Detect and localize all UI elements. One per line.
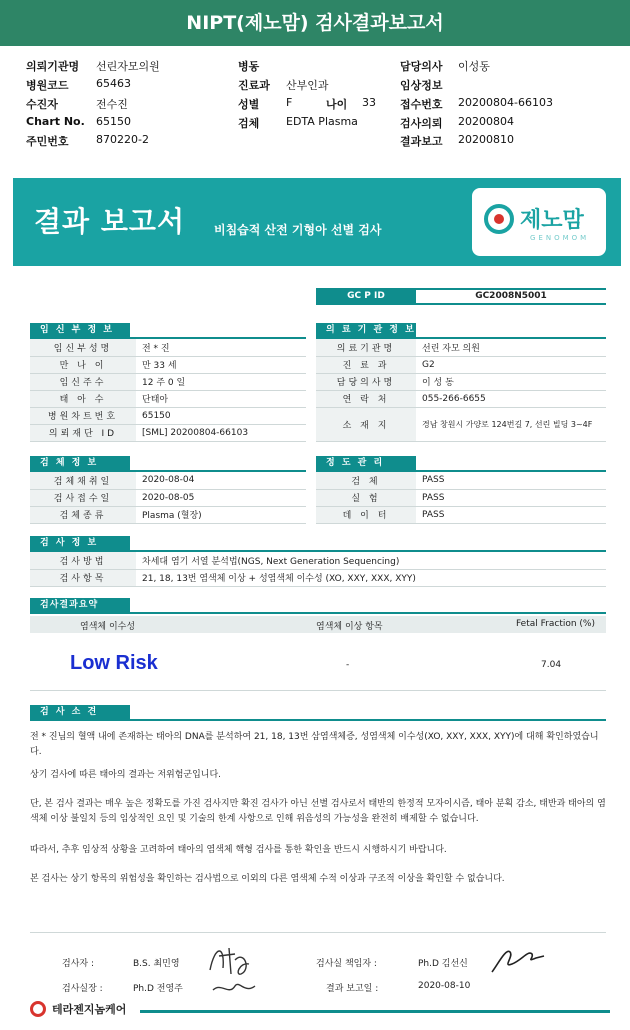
table-row — [30, 356, 306, 373]
table-row — [30, 390, 306, 407]
meta-value: F — [286, 96, 293, 109]
field-value: G2 — [416, 356, 606, 373]
meta-value: 870220-2 — [96, 133, 149, 146]
field-value: PASS — [416, 506, 606, 523]
field-value: 만 33 세 — [136, 356, 306, 373]
table-row — [316, 472, 606, 489]
meta-label: 결과보고 — [400, 135, 443, 148]
lab-head-name: Ph.D 김선신 — [418, 959, 468, 969]
table-row — [316, 407, 606, 441]
company-name: 테라젠지놈케어 — [52, 1003, 127, 1016]
logo-text: 제노맘 — [520, 208, 584, 233]
meta-label: 주민번호 — [26, 135, 69, 148]
field-label: 임신주수 — [30, 373, 136, 390]
report-date-value: 2020-08-10 — [418, 981, 471, 991]
field-value: 이 성 동 — [416, 373, 606, 390]
meta-label: 검사의뢰 — [400, 117, 443, 130]
abnormal-items-value: - — [346, 660, 350, 670]
table-row — [30, 339, 306, 356]
table-row — [316, 390, 606, 407]
meta-label: 접수번호 — [400, 98, 443, 111]
meta-label: Chart No. — [26, 115, 85, 128]
test-info-header: 검 사 정 보 — [30, 536, 130, 551]
table-row — [316, 356, 606, 373]
section-rule — [30, 612, 606, 614]
report-window-title: NIPT(제노맘) 검사결과보고서 — [0, 0, 630, 46]
finding-paragraph: 상기 검사에 따른 태아의 결과는 저위험군입니다. — [30, 770, 222, 780]
meta-value: 선린자모의원 — [96, 60, 160, 73]
meta-label: 진료과 — [238, 79, 270, 92]
field-label: 검사접수일 — [30, 489, 136, 506]
table-row — [30, 552, 606, 569]
table-row — [316, 339, 606, 356]
col-abnormal-items: 염색체 이상 항목 — [316, 622, 383, 632]
finding-paragraph: 단, 본 검사 결과는 매우 높은 정확도를 가진 검사지만 확진 검사가 아닌 선별 검사로서 태반의 한정적 모자이시즘, 태아 분획 감소, 태반과 태아의 염색체 이상 불일치 등의 임상적인 요인 및 기술의 한계 사항으로 인해 위음성의 가능성을 완전히 배제할 수 없습니다. — [30, 799, 606, 824]
table-row — [316, 489, 606, 506]
meta-label: 검체 — [238, 117, 260, 130]
meta-value: EDTA Plasma — [286, 115, 358, 128]
test-info-table — [30, 552, 606, 587]
footer-rule — [140, 1010, 610, 1013]
table-row — [30, 569, 606, 586]
field-value: Plasma (혈장) — [136, 506, 306, 523]
section-rule — [30, 719, 606, 721]
lab-head-signature-icon — [488, 942, 548, 978]
lab-chief-name: Ph.D 전영주 — [133, 984, 183, 994]
field-value: 단태아 — [136, 390, 306, 407]
field-label: 검사항목 — [30, 569, 136, 586]
meta-value: 산부인과 — [286, 79, 329, 92]
meta-value: 33 — [362, 96, 376, 109]
meta-label: 의뢰기관명 — [26, 60, 80, 73]
field-label: 실 험 — [316, 489, 416, 506]
field-value: 차세대 염기 서열 분석법(NGS, Next Generation Sequencing) — [136, 552, 606, 569]
meta-label: 수진자 — [26, 98, 58, 111]
banner-title: 결과 보고서 — [34, 205, 185, 238]
meta-value: 20200810 — [458, 133, 514, 146]
field-label: 병원차트번호 — [30, 407, 136, 424]
examiner-name: B.S. 최민영 — [133, 959, 180, 969]
examiner-label: 검사자 : — [62, 959, 94, 969]
field-value: 2020-08-04 — [136, 472, 306, 489]
meta-label: 병동 — [238, 60, 260, 73]
result-low-risk: Low Risk — [70, 652, 158, 674]
field-value: PASS — [416, 472, 606, 489]
field-value: 선린 자모 의원 — [416, 339, 606, 356]
meta-label: 나이 — [326, 98, 348, 111]
report-date-label: 결과 보고일 : — [326, 984, 379, 994]
field-label: 임신부성명 — [30, 339, 136, 356]
table-row — [30, 373, 306, 390]
meta-label: 성별 — [238, 98, 260, 111]
field-value: 21, 18, 13번 염색체 이상 + 성염색체 이수성 (XO, XXY, XXX, XYY) — [136, 569, 606, 586]
finding-paragraph: 본 검사는 상기 항목의 위험성을 확인하는 검사법으로 이외의 다른 염색체 수적 이상과 구조적 이상을 확인할 수 없습니다. — [30, 874, 505, 884]
pregnant-info-table — [30, 339, 306, 442]
lab-head-label: 검사실 책임자 : — [316, 959, 377, 969]
field-value: 65150 — [136, 407, 306, 424]
col-fetal-fraction: Fetal Fraction (%) — [516, 619, 595, 629]
field-label: 의료기관명 — [316, 339, 416, 356]
finding-paragraph: 전 * 진님의 혈액 내에 존재하는 태아의 DNA를 분석하여 21, 18, 13번 삼염색체증, 성염색체 이수성(XO, XXY, XXX, XYY)에 대해 확인하였습니다. — [30, 732, 599, 757]
field-value: 2020-08-05 — [136, 489, 306, 506]
field-value: 055-266-6655 — [416, 390, 606, 407]
qc-header: 정 도 관 리 — [316, 456, 416, 471]
company-logo-icon — [30, 1001, 46, 1017]
meta-value: 65150 — [96, 115, 131, 128]
table-row — [30, 472, 306, 489]
field-value: 12 주 0 일 — [136, 373, 306, 390]
field-label: 만 나 이 — [30, 356, 136, 373]
table-row — [30, 506, 306, 523]
specimen-info-table — [30, 472, 306, 524]
table-row — [30, 407, 306, 424]
field-value: [SML] 20200804-66103 — [136, 424, 306, 441]
field-value: 전 * 진 — [136, 339, 306, 356]
lab-chief-label: 검사실장 : — [62, 984, 103, 994]
institution-info-header: 의 료 기 관 정 보 — [316, 323, 416, 338]
field-label: 소 재 지 — [316, 407, 416, 441]
logo-subtext: GENOMOM — [530, 234, 590, 242]
field-label: 검 체 — [316, 472, 416, 489]
findings-header: 검 사 소 견 — [30, 705, 130, 720]
meta-value: 20200804-66103 — [458, 96, 553, 109]
table-row — [316, 373, 606, 390]
field-label: 검체채취일 — [30, 472, 136, 489]
divider — [30, 932, 606, 933]
table-row — [30, 489, 306, 506]
field-label: 진 료 과 — [316, 356, 416, 373]
field-label: 태 아 수 — [30, 390, 136, 407]
summary-columns — [30, 616, 606, 633]
field-label: 데 이 터 — [316, 506, 416, 523]
gcp-id-value: GC2008N5001 — [416, 288, 606, 305]
fetal-fraction-value: 7.04 — [541, 660, 562, 670]
examiner-signature-icon — [205, 940, 265, 1000]
banner-subtitle: 비침습적 산전 기형아 선별 검사 — [214, 223, 382, 237]
meta-label: 임상정보 — [400, 79, 443, 92]
meta-value: 전수진 — [96, 98, 128, 111]
field-label: 연 락 처 — [316, 390, 416, 407]
logo-dot-icon — [494, 214, 504, 224]
meta-value: 65463 — [96, 77, 131, 90]
meta-label: 담당의사 — [400, 60, 443, 73]
specimen-info-header: 검 체 정 보 — [30, 456, 130, 471]
pregnant-info-header: 임 신 부 정 보 — [30, 323, 130, 338]
finding-paragraph: 따라서, 추후 임상적 상황을 고려하여 태아의 염색체 핵형 검사를 통한 확인을 반드시 시행하시기 바랍니다. — [30, 845, 447, 855]
table-row — [316, 506, 606, 523]
institution-info-table — [316, 339, 606, 442]
field-label: 의뢰재단 ID — [30, 424, 136, 441]
field-value: 경남 창원시 가양로 124번길 7, 선린 빌딩 3~4F — [416, 407, 606, 441]
qc-table — [316, 472, 606, 524]
col-aneuploidy: 염색체 이수성 — [80, 622, 136, 632]
field-label: 검체종류 — [30, 506, 136, 523]
field-value: PASS — [416, 489, 606, 506]
field-label: 담당의사명 — [316, 373, 416, 390]
meta-value: 20200804 — [458, 115, 514, 128]
table-row — [30, 424, 306, 441]
summary-header: 검사결과요약 — [30, 598, 130, 613]
meta-value: 이성동 — [458, 60, 490, 73]
divider — [30, 690, 606, 691]
meta-label: 병원코드 — [26, 79, 69, 92]
field-label: 검사방법 — [30, 552, 136, 569]
gcp-id-label: GC P ID — [316, 288, 416, 305]
